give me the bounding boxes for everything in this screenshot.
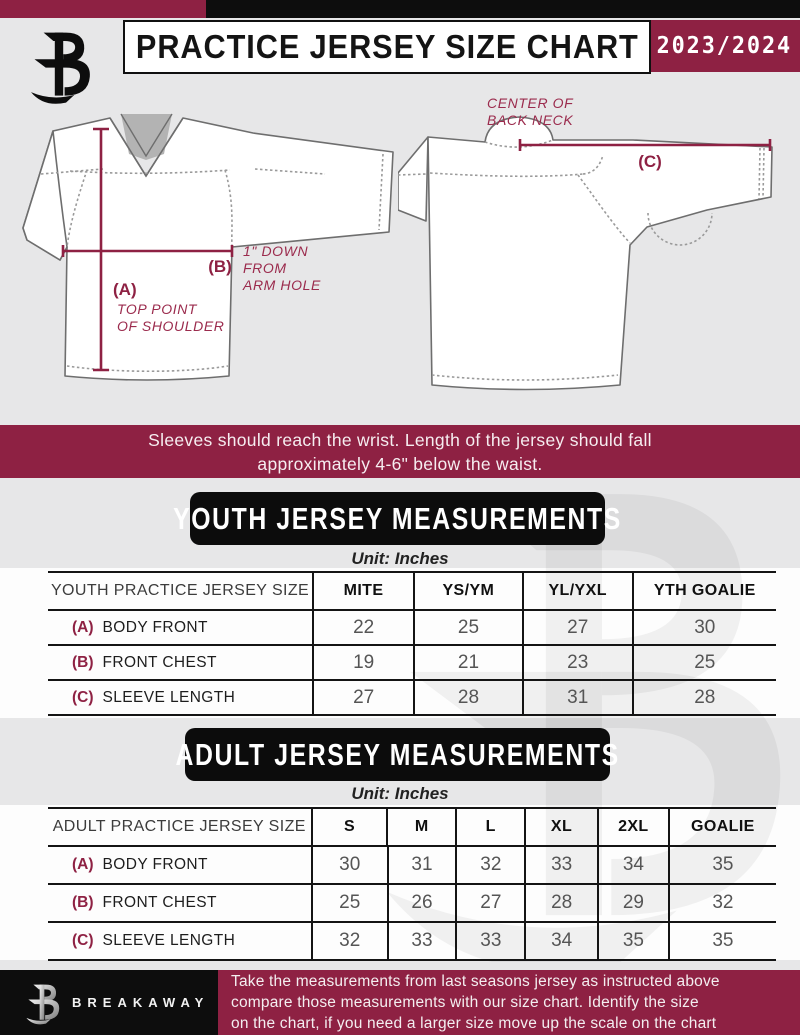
season-text: 2023/2024: [656, 33, 793, 59]
cell-value: 32: [455, 847, 524, 883]
youth-section-title: [173, 492, 622, 545]
youth-table: [48, 571, 776, 716]
row-key: (A): [72, 856, 94, 873]
breakaway-footer-logo-icon: [22, 980, 62, 1026]
youth-header-row: [48, 573, 776, 611]
table-row: [48, 681, 776, 716]
adult-size-s: S: [311, 809, 387, 845]
cell-value: 25: [413, 611, 522, 644]
footer-instructions: [218, 970, 800, 1035]
brand-name: BREAKAWAY: [72, 995, 210, 1010]
adult-size-goalie: GOALIE: [668, 809, 776, 845]
row-label: BODY FRONT: [102, 856, 208, 873]
cell-value: 23: [522, 646, 632, 679]
cell-value: 34: [524, 923, 597, 959]
adult-section-title-text: ADULT JERSEY MEASUREMENTS: [175, 736, 620, 772]
cell-value: 30: [311, 847, 387, 883]
row-label: BODY FRONT: [102, 618, 208, 636]
cell-value: 30: [632, 611, 776, 644]
page-title: [123, 20, 651, 74]
adult-size-xl: XL: [524, 809, 597, 845]
cell-value: 33: [455, 923, 524, 959]
table-row: [48, 847, 776, 885]
row-label: FRONT CHEST: [102, 653, 217, 671]
youth-size-ylyxl: YL/YXL: [522, 573, 632, 609]
table-row: [48, 611, 776, 646]
front-jersey-outline: [23, 118, 393, 380]
adult-size-2xl: 2XL: [597, 809, 668, 845]
label-b-desc-1: 1" DOWN: [243, 243, 309, 259]
footer-brand-block: [0, 970, 218, 1035]
label-a-desc-2: OF SHOULDER: [117, 318, 225, 334]
adult-header-row: [48, 809, 776, 847]
row-key: (A): [72, 618, 94, 636]
label-a-desc-1: TOP POINT: [117, 301, 198, 317]
label-a: (A): [113, 280, 137, 299]
cell-value: 28: [413, 681, 522, 714]
youth-unit-label: Unit: Inches: [351, 549, 449, 568]
cell-value: 26: [387, 885, 456, 921]
cell-value: 19: [312, 646, 413, 679]
cell-value: 34: [597, 847, 668, 883]
label-b-desc-3: ARM HOLE: [243, 277, 321, 293]
cell-value: 25: [632, 646, 776, 679]
cell-value: 31: [522, 681, 632, 714]
row-key: (B): [72, 894, 94, 911]
row-label: SLEEVE LENGTH: [102, 932, 236, 949]
cell-value: 27: [522, 611, 632, 644]
breakaway-logo-icon: [24, 24, 94, 112]
table-row: [48, 923, 776, 961]
cell-value: 28: [524, 885, 597, 921]
adult-table: [48, 807, 776, 961]
table-row: [48, 885, 776, 923]
label-b-desc-2: FROM: [243, 260, 287, 276]
cell-value: 33: [524, 847, 597, 883]
top-bar-maroon: [0, 0, 206, 18]
cell-value: 27: [455, 885, 524, 921]
youth-section-title-text: YOUTH JERSEY MEASUREMENTS: [173, 500, 622, 536]
top-bar-black: [206, 0, 800, 18]
row-key: (C): [72, 688, 94, 706]
adult-header-label: ADULT PRACTICE JERSEY SIZE: [52, 818, 306, 835]
neck-label-2: BACK NECK: [487, 112, 574, 128]
back-jersey-diagram: [398, 95, 795, 400]
cell-value: 31: [387, 847, 456, 883]
table-row: [48, 646, 776, 681]
page-title-text: PRACTICE JERSEY SIZE CHART: [135, 28, 639, 65]
footer-line-1: Take the measurements from last seasons jersey as instructed above: [231, 973, 720, 990]
footer-line-2: compare those measurements with our size chart. Identify the size: [231, 994, 699, 1011]
notice-line-2: approximately 4-6" below the waist.: [257, 453, 543, 474]
cell-value: 35: [597, 923, 668, 959]
season-badge: [649, 20, 800, 72]
front-jersey-diagram: [15, 108, 407, 403]
youth-size-ysym: YS/YM: [413, 573, 522, 609]
cell-value: 33: [387, 923, 456, 959]
row-label: FRONT CHEST: [102, 894, 217, 911]
adult-unit-label: Unit: Inches: [351, 784, 449, 803]
cell-value: 29: [597, 885, 668, 921]
cell-value: 25: [311, 885, 387, 921]
cell-value: 35: [668, 847, 776, 883]
adult-size-l: L: [455, 809, 524, 845]
cell-value: 35: [668, 923, 776, 959]
footer-line-3: on the chart, if you need a larger size move up the scale on the chart: [231, 1015, 717, 1032]
cell-value: 22: [312, 611, 413, 644]
row-key: (B): [72, 653, 94, 671]
cell-value: 21: [413, 646, 522, 679]
cell-value: 27: [312, 681, 413, 714]
cell-value: 32: [311, 923, 387, 959]
cell-value: 28: [632, 681, 776, 714]
notice-line-1: Sleeves should reach the wrist. Length of the jersey should fall: [148, 429, 652, 450]
youth-size-goalie: YTH GOALIE: [632, 573, 776, 609]
cell-value: 32: [668, 885, 776, 921]
label-c: (C): [638, 152, 662, 171]
youth-header-label: YOUTH PRACTICE JERSEY SIZE: [50, 582, 310, 599]
youth-size-mite: MITE: [312, 573, 413, 609]
adult-section-title: [175, 728, 620, 781]
label-b: (B): [208, 257, 232, 276]
row-key: (C): [72, 932, 94, 949]
neck-label-1: CENTER OF: [487, 95, 574, 111]
adult-size-m: M: [386, 809, 455, 845]
row-label: SLEEVE LENGTH: [102, 688, 236, 706]
notice-banner: [0, 425, 800, 478]
